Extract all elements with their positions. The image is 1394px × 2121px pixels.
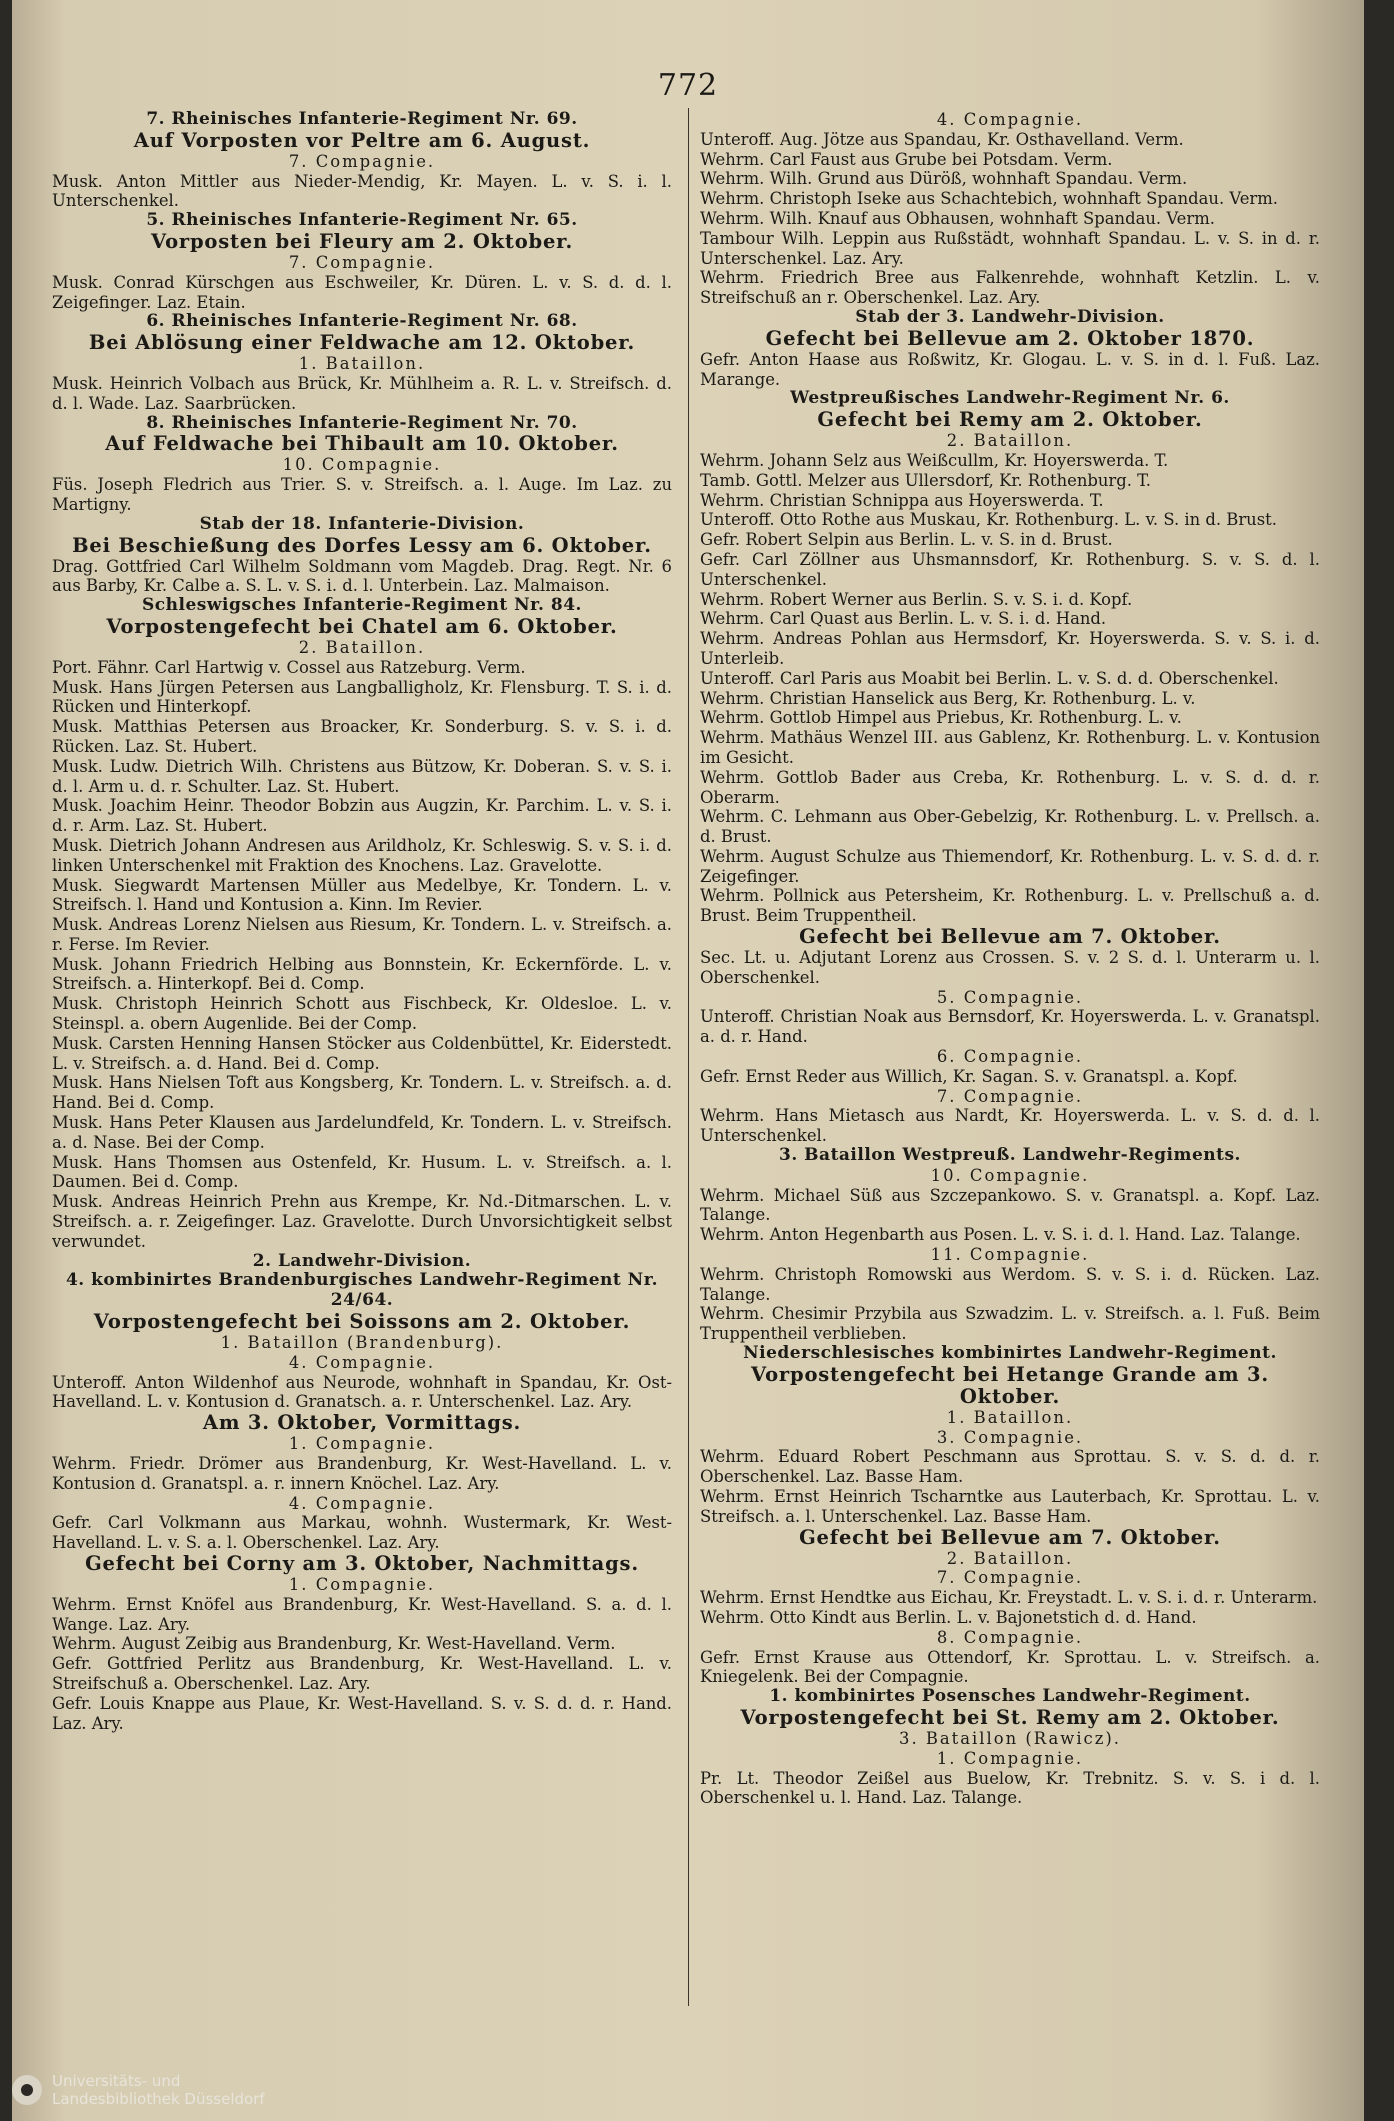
roster-entry: Wehrm. C. Lehmann aus Ober-Gebelzig, Kr. Rothenburg. L. v. Prellsch. a. d. Brust. bbox=[700, 807, 1320, 847]
roster-entry: Wehrm. Anton Hegenbarth aus Posen. L. v. S. i. d. l. Hand. Laz. Talange. bbox=[700, 1225, 1301, 1245]
roster-entry: Musk. Christoph Heinrich Schott aus Fischbeck, Kr. Oldesloe. L. v. Steinspl. a. obern Augenlide. Bei der Comp. bbox=[52, 994, 672, 1034]
roster-event: Vorpostengefecht bei St. Remy am 2. Oktober. bbox=[740, 1705, 1280, 1729]
roster-company: 2. Bataillon. bbox=[298, 637, 426, 657]
roster-event: Gefecht bei Remy am 2. Oktober. bbox=[817, 408, 1203, 432]
roster-company: 2. Bataillon. bbox=[946, 431, 1074, 451]
roster-entry: Gefr. Gottfried Perlitz aus Brandenburg, Kr. West-Havelland. L. v. Streifschuß a. Oberschenkel. Laz. Ary. bbox=[52, 1654, 672, 1693]
roster-entry: Wehrm. August Schulze aus Thiemendorf, Kr. Rothenburg. L. v. S. d. d. r. Zeigefinger. bbox=[700, 846, 1320, 886]
roster-entry: Musk. Heinrich Volbach aus Brück, Kr. Mühlheim a. R. L. v. Streifsch. d. d. l. Wade. Laz. Saarbrücken. bbox=[52, 373, 672, 413]
roster-entry: Musk. Carsten Henning Hansen Stöcker aus Coldenbüttel, Kr. Eiderstedt. L. v. Streifsch. a. d. Hand. Bei d. Comp. bbox=[52, 1033, 672, 1073]
roster-unit: 1. kombinirtes Posensches Landwehr-Regiment. bbox=[769, 1686, 1251, 1707]
roster-unit: 3. Bataillon Westpreuß. Landwehr-Regiments. bbox=[779, 1145, 1241, 1166]
roster-entry: Wehrm. Johann Selz aus Weißcullm, Kr. Hoyerswerda. T. bbox=[700, 450, 1169, 470]
roster-event: Vorpostengefecht bei Soissons am 2. Oktober. bbox=[93, 1310, 631, 1334]
roster-company: 1. Compagnie. bbox=[936, 1748, 1084, 1768]
roster-entry: Musk. Ludw. Dietrich Wilh. Christens aus Bützow, Kr. Doberan. S. v. S. i. d. l. Arm u. d. r. Schulter. Laz. St. Hubert. bbox=[52, 756, 672, 796]
roster-unit: 7. Rheinisches Infanterie-Regiment Nr. 69. bbox=[146, 109, 578, 129]
roster-unit: Stab der 3. Landwehr-Division. bbox=[855, 306, 1165, 327]
roster-company: 1. Bataillon (Brandenburg). bbox=[220, 1333, 504, 1353]
roster-entry: Tambour Wilh. Leppin aus Rußstädt, wohnhaft Spandau. L. v. S. in d. r. Unterschenkel. Laz. Ary. bbox=[700, 228, 1320, 268]
roster-company: 7. Compagnie. bbox=[288, 151, 436, 171]
roster-entry: Unteroff. Carl Paris aus Moabit bei Berlin. L. v. S. d. d. Oberschenkel. bbox=[700, 668, 1279, 688]
roster-company: 11. Compagnie. bbox=[930, 1245, 1090, 1265]
roster-entry: Musk. Johann Friedrich Helbing aus Bonnstein, Kr. Eckernförde. L. v. Streifsch. a. Hinterkopf. Bei d. Comp. bbox=[52, 954, 672, 994]
roster-entry: Gefr. Carl Volkmann aus Markau, wohnh. Wustermark, Kr. West-Havelland. L. v. S. a. l. Oberschenkel. Laz. Ary. bbox=[52, 1513, 672, 1553]
roster-entry: Wehrm. Friedr. Drömer aus Brandenburg, Kr. West-Havelland. L. v. Kontusion d. Granatspl. a. r. innern Knöchel. Laz. Ary. bbox=[52, 1454, 672, 1493]
roster-entry: Unteroff. Anton Wildenhof aus Neurode, wohnhaft in Spandau, Kr. Ost-Havelland. L. v. Kontusion d. Granatsch. a. r. Unterschenkel. Laz. Ary. bbox=[52, 1372, 672, 1412]
roster-entry: Musk. Conrad Kürschgen aus Eschweiler, Kr. Düren. L. v. S. d. d. l. Zeigefinger. Laz. Etain. bbox=[52, 272, 672, 312]
roster-company: 5. Compagnie. bbox=[936, 987, 1084, 1007]
roster-entry: Gefr. Ernst Reder aus Willich, Kr. Sagan. S. v. Granatspl. a. Kopf. bbox=[700, 1066, 1238, 1086]
watermark-line-2: Landesbibliothek Düsseldorf bbox=[52, 2090, 265, 2108]
roster-company: 10. Compagnie. bbox=[930, 1165, 1090, 1185]
library-logo-icon bbox=[12, 2075, 42, 2105]
roster-entry: Musk. Siegwardt Martensen Müller aus Medelbye, Kr. Tondern. L. v. Streifsch. l. Hand und Kontusion a. Kinn. Im Revier. bbox=[52, 875, 672, 915]
roster-entry: Wehrm. Wilh. Knauf aus Obhausen, wohnhaft Spandau. Verm. bbox=[700, 208, 1215, 228]
roster-event: Gefecht bei Corny am 3. Oktober, Nachmittags. bbox=[85, 1552, 639, 1575]
library-watermark bbox=[12, 2072, 265, 2108]
roster-entry: Gefr. Ernst Krause aus Ottendorf, Kr. Sprottau. L. v. Streifsch. a. Kniegelenk. Bei der Compagnie. bbox=[700, 1647, 1320, 1687]
roster-entry: Musk. Hans Peter Klausen aus Jardelundfeld, Kr. Tondern. L. v. Streifsch. a. d. Nase. Bei der Comp. bbox=[52, 1113, 672, 1152]
roster-company: 6. Compagnie. bbox=[936, 1047, 1084, 1067]
roster-unit: 2. Landwehr-Division. bbox=[252, 1250, 472, 1271]
roster-entry: Gefr. Anton Haase aus Roßwitz, Kr. Glogau. L. v. S. in d. l. Fuß. Laz. Marange. bbox=[700, 349, 1320, 389]
roster-entry: Wehrm. Ernst Heinrich Tscharntke aus Lauterbach, Kr. Sprottau. L. v. Streifsch. a. l. Unterschenkel. Laz. Basse Ham. bbox=[700, 1487, 1320, 1526]
roster-unit: 8. Rheinisches Infanterie-Regiment Nr. 70. bbox=[146, 412, 578, 433]
roster-entry: Wehrm. Michael Süß aus Szczepankowo. S. v. Granatspl. a. Kopf. Laz. Talange. bbox=[700, 1185, 1320, 1225]
roster-entry: Gefr. Carl Zöllner aus Uhsmannsdorf, Kr. Rothenburg. S. v. S. d. l. Unterschenkel. bbox=[700, 549, 1320, 589]
roster-company: 1. Compagnie. bbox=[288, 1434, 436, 1454]
roster-entry: Drag. Gottfried Carl Wilhelm Soldmann vom Magdeb. Drag. Regt. Nr. 6 aus Barby, Kr. Calbe a. S. L. v. S. i. d. l. Unterbein. Laz. Malmaison. bbox=[52, 556, 672, 596]
roster-entry: Gefr. Louis Knappe aus Plaue, Kr. West-Havelland. S. v. S. d. d. r. Hand. Laz. Ary. bbox=[52, 1693, 672, 1733]
roster-entry: Wehrm. Gottlob Bader aus Creba, Kr. Rothenburg. L. v. S. d. d. r. Oberarm. bbox=[700, 767, 1320, 807]
roster-unit: 6. Rheinisches Infanterie-Regiment Nr. 68. bbox=[146, 311, 578, 332]
roster-entry: Musk. Dietrich Johann Andresen aus Arildholz, Kr. Schleswig. S. v. S. i. d. linken Unterschenkel mit Fraktion des Knochens. Laz. Gravelotte. bbox=[52, 835, 672, 875]
roster-entry: Wehrm. Carl Faust aus Grube bei Potsdam. Verm. bbox=[700, 149, 1113, 169]
roster-entry: Wehrm. Christoph Romowski aus Werdom. S. v. S. i. d. Rücken. Laz. Talange. bbox=[700, 1264, 1320, 1304]
roster-unit: 4. kombinirtes Brandenburgisches Landwehr-Regiment Nr. 24/64. bbox=[65, 1270, 659, 1311]
roster-entry: Musk. Matthias Petersen aus Broacker, Kr. Sonderburg. S. v. S. i. d. Rücken. Laz. St. Hubert. bbox=[52, 717, 672, 756]
roster-entry: Wehrm. Mathäus Wenzel III. aus Gablenz, Kr. Rothenburg. L. v. Kontusion im Gesicht. bbox=[700, 728, 1320, 767]
roster-company: 4. Compagnie. bbox=[288, 1493, 436, 1513]
roster-entry: Musk. Joachim Heinr. Theodor Bobzin aus Augzin, Kr. Parchim. L. v. S. i. d. r. Arm. Laz. St. Hubert. bbox=[52, 796, 672, 836]
left-column bbox=[52, 110, 672, 1733]
roster-company: 3. Bataillon (Rawicz). bbox=[899, 1728, 1121, 1748]
roster-entry: Wehrm. Friedrich Bree aus Falkenrehde, wohnhaft Ketzlin. L. v. Streifschuß an r. Oberschenkel. Laz. Ary. bbox=[700, 268, 1320, 308]
roster-company: 3. Compagnie. bbox=[936, 1427, 1084, 1447]
roster-event: Vorpostengefecht bei Chatel am 6. Oktober. bbox=[106, 614, 618, 638]
roster-entry: Füs. Joseph Fledrich aus Trier. S. v. Streifsch. a. l. Auge. Im Laz. zu Martigny. bbox=[52, 475, 672, 514]
roster-entry: Wehrm. Otto Kindt aus Berlin. L. v. Bajonetstich d. d. Hand. bbox=[700, 1607, 1197, 1627]
roster-company: 7. Compagnie. bbox=[288, 252, 436, 272]
roster-entry: Wehrm. Robert Werner aus Berlin. S. v. S. i. d. Kopf. bbox=[700, 589, 1133, 609]
roster-entry: Musk. Hans Nielsen Toft aus Kongsberg, Kr. Tondern. L. v. Streifsch. a. d. Hand. Bei d. Comp. bbox=[52, 1073, 672, 1113]
roster-company: 7. Compagnie. bbox=[936, 1086, 1084, 1106]
roster-entry: Wehrm. Christoph Iseke aus Schachtebich, wohnhaft Spandau. Verm. bbox=[700, 189, 1279, 209]
roster-entry: Wehrm. Gottlob Himpel aus Priebus, Kr. Rothenburg. L. v. bbox=[700, 708, 1182, 728]
roster-event: Vorpostengefecht bei Hetange Grande am 3. Oktober. bbox=[750, 1362, 1269, 1408]
roster-company: 1. Bataillon. bbox=[946, 1407, 1074, 1427]
roster-entry: Port. Fähnr. Carl Hartwig v. Cossel aus Ratzeburg. Verm. bbox=[52, 657, 526, 677]
page-number: 772 bbox=[657, 68, 719, 103]
column-divider bbox=[688, 108, 689, 2006]
roster-event: Bei Beschießung des Dorfes Lessy am 6. Oktober. bbox=[72, 533, 652, 557]
roster-unit: 5. Rheinisches Infanterie-Regiment Nr. 65. bbox=[146, 210, 578, 231]
roster-entry: Wehrm. Christian Hanselick aus Berg, Kr. Rothenburg. L. v. bbox=[700, 688, 1196, 708]
roster-company: 8. Compagnie. bbox=[936, 1627, 1084, 1647]
roster-event: Gefecht bei Bellevue am 7. Oktober. bbox=[799, 1525, 1221, 1549]
roster-entry: Musk. Anton Mittler aus Nieder-Mendig, Kr. Mayen. L. v. S. i. l. Unterschenkel. bbox=[52, 171, 672, 211]
roster-event: Auf Feldwache bei Thibault am 10. Oktober. bbox=[105, 432, 619, 456]
roster-entry: Wehrm. Wilh. Grund aus Düröß, wohnhaft Spandau. Verm. bbox=[700, 169, 1188, 189]
roster-entry: Wehrm. Andreas Pohlan aus Hermsdorf, Kr. Hoyerswerda. S. v. S. i. d. Unterleib. bbox=[700, 629, 1320, 668]
roster-entry: Wehrm. Chesimir Przybila aus Szwadzim. L. v. Streifsch. a. l. Fuß. Beim Truppentheil verblieben. bbox=[700, 1304, 1320, 1344]
roster-company: 10. Compagnie. bbox=[282, 455, 442, 475]
roster-company: 7. Compagnie. bbox=[936, 1568, 1084, 1588]
roster-company: 1. Compagnie. bbox=[288, 1575, 436, 1594]
roster-company: 4. Compagnie. bbox=[936, 110, 1084, 129]
roster-event: Gefecht bei Bellevue am 2. Oktober 1870. bbox=[765, 326, 1255, 350]
roster-event: Am 3. Oktober, Vormittags. bbox=[202, 1411, 522, 1435]
roster-entry: Sec. Lt. u. Adjutant Lorenz aus Crossen. S. v. 2 S. d. l. Unterarm u. l. Oberschenkel. bbox=[700, 948, 1320, 987]
roster-company: 2. Bataillon. bbox=[946, 1548, 1074, 1568]
roster-entry: Musk. Andreas Lorenz Nielsen aus Riesum, Kr. Tondern. L. v. Streifsch. a. r. Ferse. Im Revier. bbox=[52, 915, 672, 954]
newspaper-page bbox=[12, 0, 1364, 2121]
roster-entry: Wehrm. Christian Schnippa aus Hoyerswerda. T. bbox=[700, 490, 1104, 510]
roster-entry: Musk. Hans Thomsen aus Ostenfeld, Kr. Husum. L. v. Streifsch. a. l. Daumen. Bei d. Comp. bbox=[52, 1152, 672, 1192]
roster-event: Bei Ablösung einer Feldwache am 12. Oktober. bbox=[88, 331, 636, 355]
roster-company: 4. Compagnie. bbox=[288, 1352, 436, 1372]
roster-entry: Pr. Lt. Theodor Zeißel aus Buelow, Kr. Trebnitz. S. v. S. i d. l. Oberschenkel u. l. Hand. Laz. Talange. bbox=[700, 1768, 1320, 1808]
roster-event: Gefecht bei Bellevue am 7. Oktober. bbox=[799, 925, 1221, 949]
roster-unit: Schleswigsches Infanterie-Regiment Nr. 84. bbox=[142, 595, 582, 616]
roster-entry: Wehrm. Carl Quast aus Berlin. L. v. S. i. d. Hand. bbox=[700, 609, 1107, 629]
roster-entry: Unteroff. Otto Rothe aus Muskau, Kr. Rothenburg. L. v. S. in d. Brust. bbox=[700, 510, 1277, 530]
right-column bbox=[700, 110, 1320, 1808]
roster-entry: Gefr. Robert Selpin aus Berlin. L. v. S. in d. Brust. bbox=[700, 530, 1113, 550]
roster-entry: Wehrm. Ernst Hendtke aus Eichau, Kr. Freystadt. L. v. S. i. d. r. Unterarm. bbox=[700, 1588, 1318, 1608]
roster-entry: Unteroff. Aug. Jötze aus Spandau, Kr. Osthavelland. Verm. bbox=[700, 129, 1184, 149]
roster-entry: Unteroff. Christian Noak aus Bernsdorf, Kr. Hoyerswerda. L. v. Granatspl. a. d. r. Hand. bbox=[700, 1007, 1320, 1047]
roster-unit: Niederschlesisches kombinirtes Landwehr-Regiment. bbox=[743, 1343, 1277, 1364]
roster-entry: Wehrm. Eduard Robert Peschmann aus Sprottau. S. v. S. d. d. r. Oberschenkel. Laz. Basse Ham. bbox=[700, 1447, 1320, 1487]
roster-entry: Wehrm. August Zeibig aus Brandenburg, Kr. West-Havelland. Verm. bbox=[52, 1634, 616, 1654]
watermark-line-1: Universitäts- und bbox=[52, 2072, 181, 2090]
roster-event: Vorposten bei Fleury am 2. Oktober. bbox=[150, 229, 574, 253]
roster-company: 1. Bataillon. bbox=[298, 354, 426, 374]
roster-entry: Musk. Hans Jürgen Petersen aus Langballigholz, Kr. Flensburg. T. S. i. d. Rücken und Hinterkopf. bbox=[52, 677, 672, 717]
roster-entry: Wehrm. Ernst Knöfel aus Brandenburg, Kr. West-Havelland. S. a. d. l. Wange. Laz. Ary. bbox=[52, 1594, 672, 1634]
roster-entry: Wehrm. Hans Mietasch aus Nardt, Kr. Hoyerswerda. L. v. S. d. d. l. Unterschenkel. bbox=[700, 1106, 1320, 1146]
roster-entry: Musk. Andreas Heinrich Prehn aus Krempe, Kr. Nd.-Ditmarschen. L. v. Streifsch. a. r. Zeigefinger. Laz. Gravelotte. Durch Unvorsichtigkeit selbst verwundet. bbox=[52, 1192, 672, 1251]
roster-entry: Wehrm. Pollnick aus Petersheim, Kr. Rothenburg. L. v. Prellschuß a. d. Brust. Beim Truppentheil. bbox=[700, 886, 1320, 926]
roster-unit: Stab der 18. Infanterie-Division. bbox=[199, 513, 525, 534]
roster-entry: Tamb. Gottl. Melzer aus Ullersdorf, Kr. Rothenburg. T. bbox=[700, 470, 1151, 490]
roster-event: Auf Vorposten vor Peltre am 6. August. bbox=[133, 128, 591, 152]
roster-unit: Westpreußisches Landwehr-Regiment Nr. 6. bbox=[790, 388, 1230, 409]
